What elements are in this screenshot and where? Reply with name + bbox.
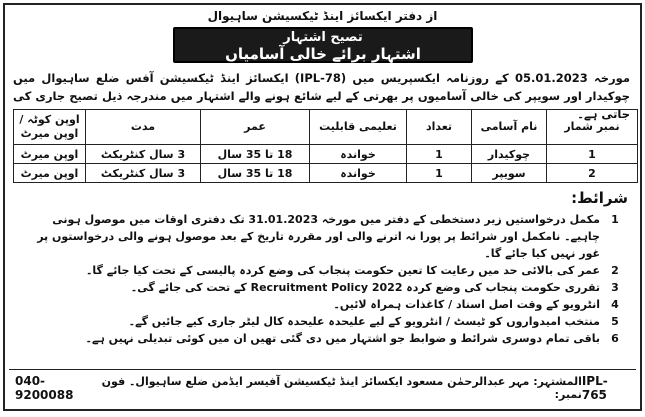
cell-age: 18 تا 35 سال <box>201 145 310 164</box>
cell-post: سویپر <box>472 164 547 183</box>
title-banner <box>173 27 473 63</box>
cell-qualification: خواندہ <box>310 164 407 183</box>
condition-number: 1 <box>611 213 619 226</box>
list-item <box>13 279 630 296</box>
condition-text: منتخب امیدواروں کو ٹیسٹ / انٹرویو کے لیے علیحدہ علیحدہ کال لیٹر جاری کیے جائیں گے۔ <box>128 315 600 328</box>
list-item <box>13 262 630 279</box>
cell-qualification: خواندہ <box>310 145 407 164</box>
cell-age: 18 تا 35 سال <box>201 164 310 183</box>
list-item <box>13 296 630 313</box>
condition-text: باقی تمام دوسری شرائط و ضوابط جو اشتہار میں دی گئی تھیں ان میں کوئی تبدیلی نہیں ہے۔ <box>85 332 600 345</box>
cell-quota: اوپن میرٹ <box>14 145 86 164</box>
condition-number: 3 <box>611 281 619 294</box>
footer-divider <box>9 369 636 370</box>
list-item <box>13 330 630 347</box>
col-header-count: تعداد <box>407 110 472 145</box>
intro-paragraph: مورخہ 05.01.2023 کے روزنامہ ایکسپریس میں (IPL-78) ایکسائز اینڈ ٹیکسیشن آفس ضلع ساہیوال میں چوکیدار اور سویپر کی خالی آسامیوں پر بھرتی کے لیے شائع ہونے والے اشتہار میں مندرجہ ذیل تصیح جاری کی جاتی ہے۔ <box>13 71 630 121</box>
footer <box>15 374 630 402</box>
condition-text: مکمل درخواستیں زیر دستخطی کے دفتر میں مورخہ 31.01.2023 تک دفتری اوقات میں موصول ہونی چاہیے۔ نامکمل اور شرائط پر پورا نہ اترنے والی اور مقررہ تاریخ کے بعد موصول ہونے والی درخواستوں پر غور نہیں کیا جائے گا۔ <box>37 213 600 260</box>
condition-number: 5 <box>611 315 619 328</box>
conditions-list <box>13 211 630 347</box>
banner-title: اشتہار برائے خالی آسامیاں <box>225 44 421 63</box>
condition-number: 6 <box>611 332 619 345</box>
cell-quota: اوپن میرٹ <box>14 164 86 183</box>
cell-duration: 3 سال کنٹریکٹ <box>86 145 201 164</box>
condition-text: تقرری حکومت پنجاب کی وضع کردہ Recruitment Policy 2022 کے تحت کی جائے گی۔ <box>130 281 600 294</box>
phone-number: 040-9200088 <box>15 374 74 402</box>
table-row <box>14 164 638 183</box>
col-header-age: عمر <box>201 110 310 145</box>
cell-post: چوکیدار <box>472 145 547 164</box>
banner-correction-label: تصیح اشتہار <box>283 29 363 45</box>
cell-count: 1 <box>407 164 472 183</box>
list-item <box>13 211 630 262</box>
ipl-reference: IPL-765 <box>581 374 608 402</box>
cell-serial: 2 <box>547 164 638 183</box>
advertiser-line: المشتہر: مہر عبدالرحمٰن مسعود ایکسائز اینڈ ٹیکسیشن آفیسر ایڈمن ضلع ساہیوال۔ فون نمبر: <box>101 375 582 401</box>
list-item <box>13 313 630 330</box>
cell-count: 1 <box>407 145 472 164</box>
advertisement-page <box>3 3 642 411</box>
col-header-duration: مدت <box>86 110 201 145</box>
col-header-serial: نمبر شمار <box>547 110 638 145</box>
col-header-quota: اوپن کوٹہ / اوپن میرٹ <box>14 110 86 145</box>
office-heading: از دفتر ایکسائز اینڈ ٹیکسیشن ساہیوال <box>207 9 438 23</box>
condition-text: عمر کی بالائی حد میں رعایت کا تعین حکومت پنجاب کی وضع کردہ پالیسی کے تحت کیا جائے گا۔ <box>85 264 600 277</box>
table-header-row <box>14 110 638 145</box>
conditions-heading: شرائط: <box>571 189 628 207</box>
cell-serial: 1 <box>547 145 638 164</box>
vacancies-table <box>13 109 638 183</box>
condition-text: انٹرویو کے وقت اصل اسناد / کاغذات ہمراہ لائیں۔ <box>333 298 600 311</box>
col-header-qualification: تعلیمی قابلیت <box>310 110 407 145</box>
condition-number: 2 <box>611 264 619 277</box>
table-row <box>14 145 638 164</box>
condition-number: 4 <box>611 298 619 311</box>
col-header-post: نام آسامی <box>472 110 547 145</box>
cell-duration: 3 سال کنٹریکٹ <box>86 164 201 183</box>
